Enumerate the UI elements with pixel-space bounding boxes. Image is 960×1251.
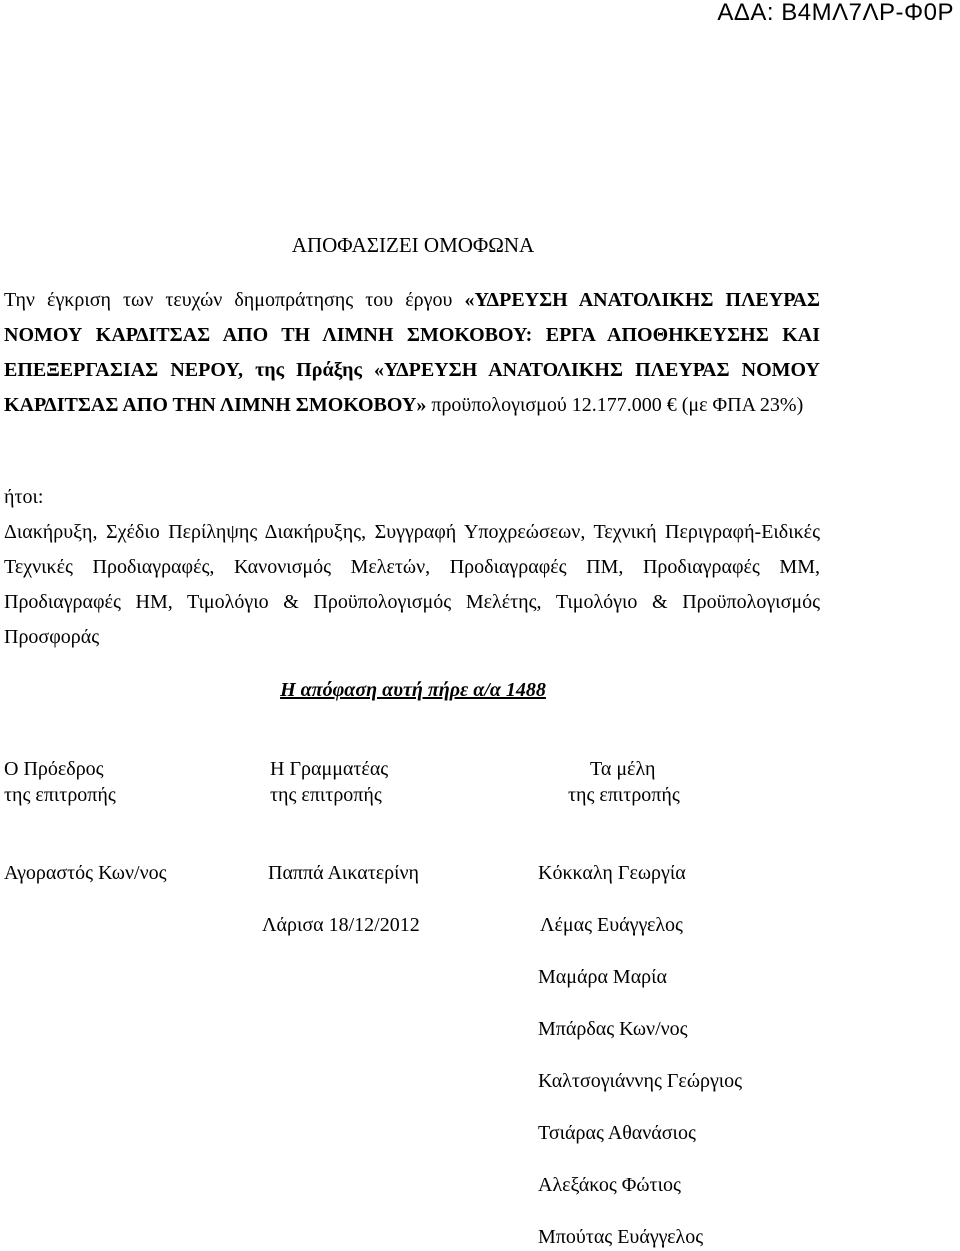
- member-name: Μπάρδας Κων/νος: [538, 1018, 688, 1040]
- secretary-title: Η Γραμματέας: [270, 758, 389, 780]
- project-budget: προϋπολογισμού 12.177.000 € (με ΦΠΑ 23%): [426, 394, 804, 416]
- member-name: Αλεξάκος Φώτιος: [538, 1174, 681, 1196]
- approval-intro: Την έγκριση των τευχών δημοπράτησης του έργου: [4, 289, 465, 311]
- member-name: Λέμας Ευάγγελος: [540, 914, 683, 936]
- member-name: Τσιάρας Αθανάσιος: [538, 1122, 696, 1144]
- decision-heading: ΑΠΟΦΑΣΙΖΕΙ ΟΜΟΦΩΝΑ: [291, 233, 535, 257]
- documents-list: Διακήρυξη, Σχέδιο Περίληψης Διακήρυξης, Συγγραφή Υποχρεώσεων, Τεχνική Περιγραφή-Ειδικές Τεχνικές Προδιαγραφές, Κανονισμός Μελετών, Προδιαγραφές ΠΜ, Προδιαγραφές ΜΜ, Προδιαγραφές ΗΜ, Τιμολόγιο & Προϋπολογισμός Μελέτης, Τιμολόγιο & Προϋπολογισμός Προσφοράς: [4, 521, 820, 648]
- member-name: Κόκκαλη Γεωργία: [538, 862, 686, 884]
- decision-number: Η απόφαση αυτή πήρε α/α 1488: [280, 679, 546, 701]
- secretary-name: Παππά Αικατερίνη: [268, 862, 419, 884]
- member-name: Καλτσογιάννης Γεώργιος: [538, 1070, 743, 1092]
- secretary-committee: της επιτροπής: [270, 784, 382, 806]
- president-committee: της επιτροπής: [4, 784, 116, 806]
- member-name: Μπούτας Ευάγγελος: [538, 1226, 704, 1248]
- president-title: Ο Πρόεδρος: [4, 758, 104, 780]
- approval-paragraph: [4, 283, 820, 423]
- place-date: Λάρισα 18/12/2012: [262, 914, 420, 936]
- itoi-label: ήτοι:: [4, 486, 44, 508]
- ada-code: ΑΔΑ: Β4ΜΛ7ΛΡ-Φ0Ρ: [717, 0, 954, 26]
- project-name: «ΥΔΡΕΥΣΗ ΑΝΑΤΟΛΙΚΗΣ ΠΛΕΥΡΑΣ ΝΟΜΟΥ ΚΑΡΔΙΤΣΑΣ ΑΠΟ ΤΗ ΛΙΜΝΗ ΣΜΟΚΟΒΟΥ: ΕΡΓΑ ΑΠΟΘΗΚΕΥΣΗΣ ΚΑΙ ΕΠΕΞΕΡΓΑΣΙΑΣ ΝΕΡΟΥ, της Πράξης «ΥΔΡΕΥΣΗ ΑΝΑΤΟΛΙΚΗΣ ΠΛΕΥΡΑΣ ΝΟΜΟΥ ΚΑΡΔΙΤΣΑΣ ΑΠΟ ΤΗΝ ΛΙΜΝΗ ΣΜΟΚΟΒΟΥ»: [4, 289, 820, 416]
- president-name: Αγοραστός Κων/νος: [4, 862, 167, 884]
- members-committee: της επιτροπής: [568, 784, 680, 806]
- member-name: Μαμάρα Μαρία: [538, 966, 668, 988]
- members-title: Τα μέλη: [590, 758, 656, 780]
